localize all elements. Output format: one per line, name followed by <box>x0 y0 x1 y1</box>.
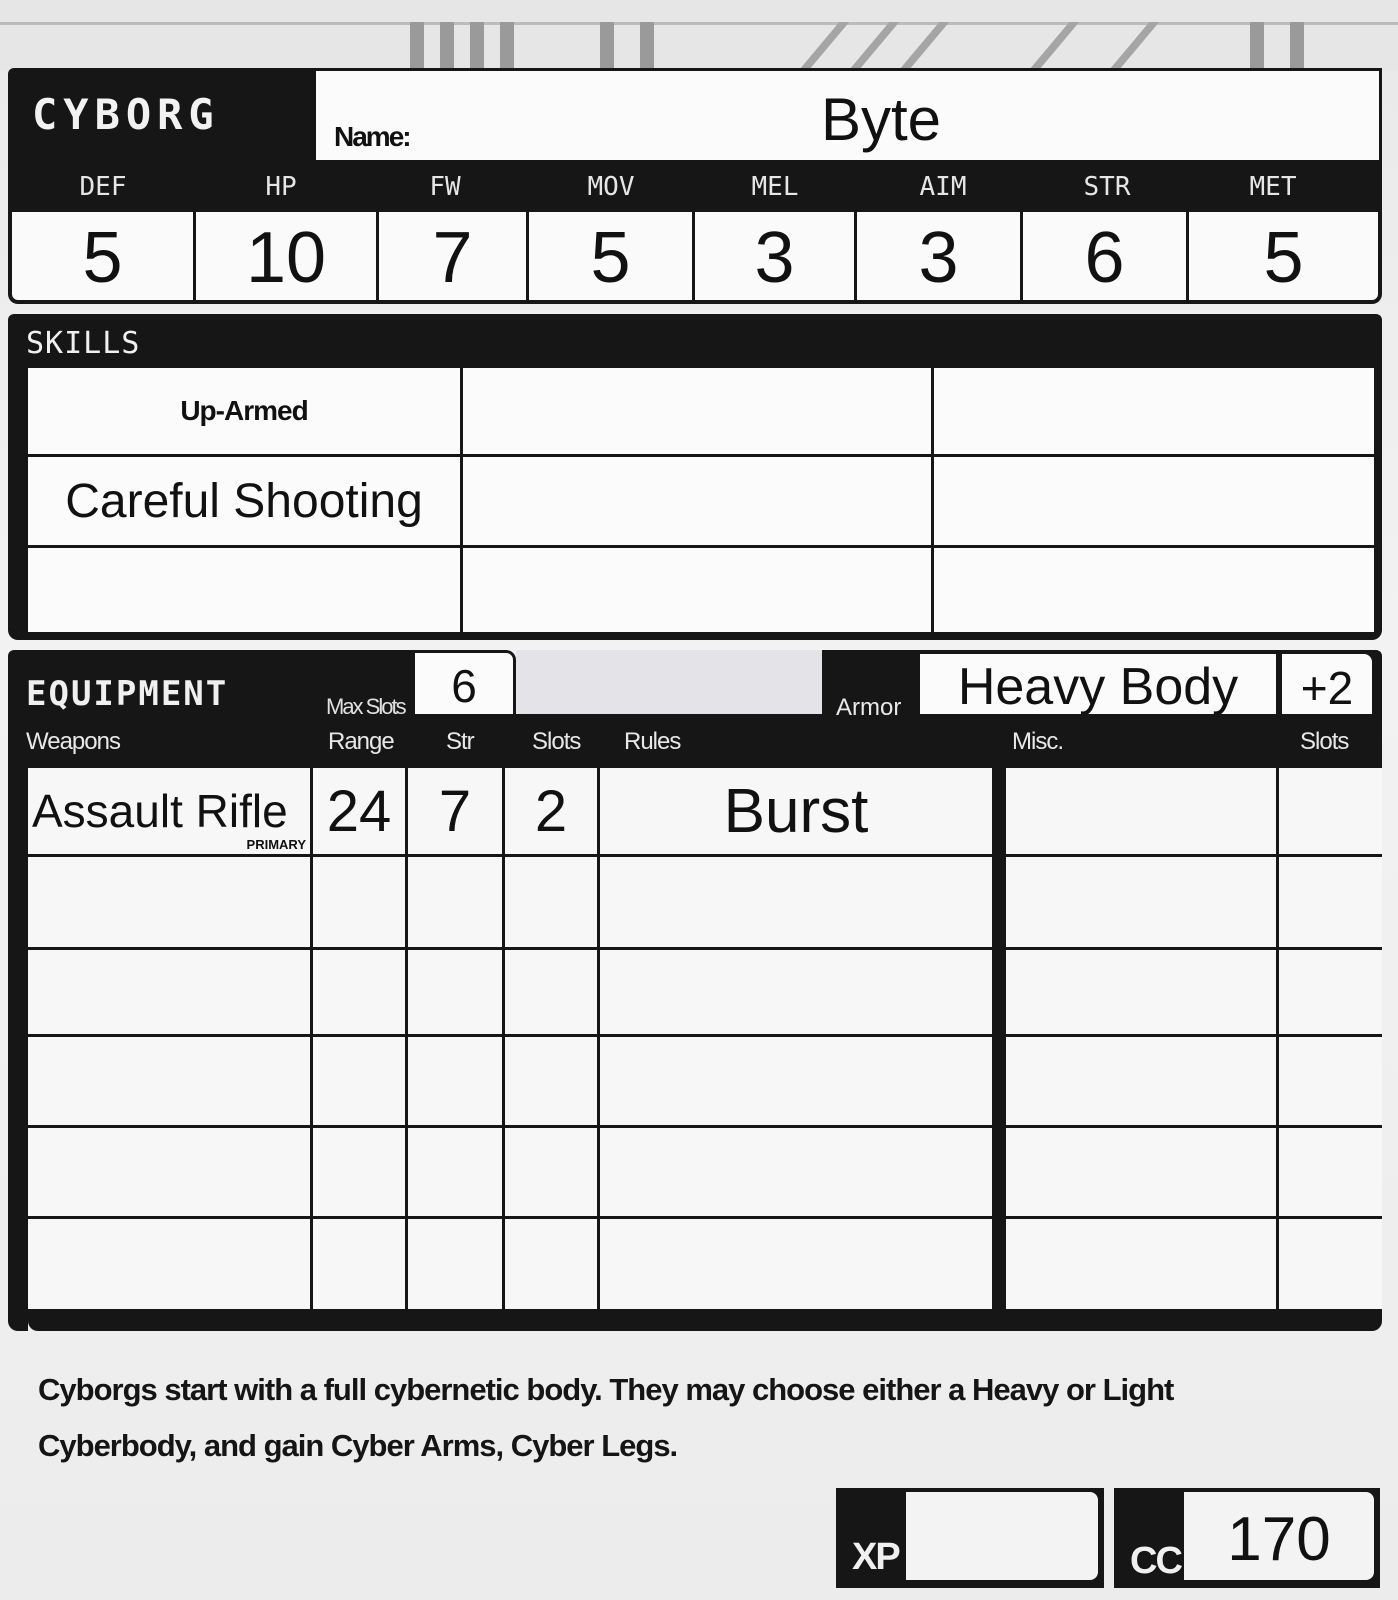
skill-slot[interactable]: Careful Shooting <box>28 457 460 545</box>
stat-label-aim: AIM <box>919 172 967 202</box>
misc-item[interactable] <box>1006 768 1276 854</box>
decorative-stripe <box>470 22 484 68</box>
weapon-name[interactable] <box>28 1128 310 1216</box>
armor-value[interactable]: Heavy Body <box>920 654 1276 714</box>
weapon-range[interactable] <box>313 857 405 947</box>
weapons-table <box>28 768 992 1331</box>
decorative-slash <box>801 22 850 68</box>
col-label-str: Str <box>446 728 474 755</box>
skill-slot[interactable] <box>463 548 931 632</box>
stat-value-mel[interactable]: 3 <box>695 212 857 300</box>
skills-grid <box>28 368 1376 632</box>
weapon-range[interactable] <box>313 1037 405 1125</box>
armor-bonus[interactable]: +2 <box>1282 654 1372 714</box>
weapon-name-text: Assault Rifle <box>32 785 288 837</box>
class-description: Cyborgs start with a full cybernetic body. They may choose either a Heavy or Light Cyberbody, and gain Cyber Arms, Cyber Legs. <box>38 1372 1174 1463</box>
stat-value-mov[interactable]: 5 <box>529 212 695 300</box>
equipment-divider <box>992 768 1006 1331</box>
misc-table <box>1006 768 1382 1331</box>
misc-item[interactable] <box>1006 1128 1276 1216</box>
stat-label-fw: FW <box>429 172 461 202</box>
stat-label-mov: MOV <box>587 172 635 202</box>
weapon-range[interactable] <box>313 1128 405 1216</box>
equipment-frame <box>8 768 28 1331</box>
misc-item[interactable] <box>1006 1219 1276 1309</box>
equipment-section <box>8 650 1382 1328</box>
col-label-misc-slots: Slots <box>1300 728 1349 755</box>
name-field[interactable] <box>316 68 1382 160</box>
weapon-slots[interactable] <box>505 1128 597 1216</box>
weapon-name[interactable] <box>28 857 310 947</box>
col-label-misc: Misc. <box>1012 728 1063 755</box>
decorative-top-band <box>0 0 1398 70</box>
stat-value-aim[interactable]: 3 <box>857 212 1023 300</box>
skill-slot[interactable] <box>934 457 1374 545</box>
stat-label-str: STR <box>1083 172 1131 202</box>
stat-value-hp[interactable]: 10 <box>196 212 379 300</box>
decorative-stripe <box>440 22 454 68</box>
equipment-title: EQUIPMENT <box>26 674 229 714</box>
skill-slot[interactable] <box>463 368 931 454</box>
stat-value-met[interactable]: 5 <box>1263 218 1304 298</box>
weapon-rules[interactable] <box>600 857 992 947</box>
cc-value[interactable]: 170 <box>1184 1492 1374 1580</box>
decorative-stripe <box>640 22 654 68</box>
sheet-header <box>8 68 1382 160</box>
decorative-stripe <box>1250 22 1264 68</box>
decorative-stripe <box>500 22 514 68</box>
stat-label-met: MET <box>1249 172 1297 202</box>
weapon-str[interactable] <box>408 857 502 947</box>
header-gap <box>516 650 822 714</box>
max-slots-label: Max Slots <box>326 694 405 719</box>
misc-slots[interactable] <box>1279 1128 1382 1216</box>
stat-value-def[interactable]: 5 <box>12 212 196 300</box>
skill-slot[interactable] <box>934 368 1374 454</box>
stats-values <box>8 212 1382 304</box>
misc-slots[interactable] <box>1279 950 1382 1034</box>
weapon-rules[interactable] <box>600 1037 992 1125</box>
cc-block <box>1114 1488 1380 1588</box>
decorative-slash <box>901 22 950 68</box>
misc-item[interactable] <box>1006 857 1276 947</box>
weapon-slots[interactable] <box>505 1037 597 1125</box>
skills-section <box>8 314 1382 640</box>
weapon-str[interactable] <box>408 950 502 1034</box>
col-label-weapons: Weapons <box>26 728 120 755</box>
skill-slot[interactable] <box>934 548 1374 632</box>
misc-slots[interactable] <box>1279 768 1382 854</box>
max-slots-value[interactable]: 6 <box>412 650 516 714</box>
weapon-str[interactable] <box>408 1219 502 1309</box>
xp-value[interactable] <box>906 1492 1098 1580</box>
weapon-slots[interactable] <box>505 1219 597 1309</box>
weapon-range[interactable] <box>313 950 405 1034</box>
decorative-stripe <box>1290 22 1304 68</box>
skill-slot[interactable] <box>28 548 460 632</box>
stat-label-hp: HP <box>265 172 297 202</box>
misc-slots[interactable] <box>1279 1037 1382 1125</box>
armor-label: Armor <box>836 694 902 721</box>
weapon-str[interactable] <box>408 1128 502 1216</box>
skill-slot[interactable]: Up-Armed <box>28 368 460 454</box>
stat-label-def: DEF <box>79 172 127 202</box>
col-label-range: Range <box>328 728 394 755</box>
name-value[interactable]: Byte <box>820 86 942 153</box>
cc-label: CC <box>1130 1540 1181 1582</box>
skills-title: SKILLS <box>26 326 141 361</box>
weapon-rules[interactable]: Burst <box>600 768 992 854</box>
misc-slots[interactable] <box>1279 857 1382 947</box>
weapon-rules[interactable] <box>600 1219 992 1309</box>
weapon-name[interactable] <box>28 950 310 1034</box>
class-title: CYBORG <box>32 90 220 139</box>
decorative-slash <box>1031 22 1080 68</box>
weapon-str[interactable] <box>408 1037 502 1125</box>
weapon-range[interactable]: 24 <box>313 768 405 854</box>
stats-header <box>8 160 1382 212</box>
weapon-name[interactable] <box>28 1219 310 1309</box>
decorative-slash <box>851 22 900 68</box>
col-label-rules: Rules <box>624 728 681 755</box>
stats-block <box>8 160 1382 304</box>
misc-item[interactable] <box>1006 1037 1276 1125</box>
weapon-rules[interactable] <box>600 950 992 1034</box>
class-title-bar <box>8 68 316 160</box>
decorative-stripe <box>410 22 424 68</box>
weapon-range[interactable] <box>313 1219 405 1309</box>
misc-item[interactable] <box>1006 950 1276 1034</box>
armor-bar <box>822 650 1382 768</box>
weapon-slots[interactable] <box>505 950 597 1034</box>
xp-block <box>836 1488 1104 1588</box>
weapon-rules[interactable] <box>600 1128 992 1216</box>
weapon-slots[interactable]: 2 <box>505 768 597 854</box>
stat-label-mel: MEL <box>751 172 799 202</box>
decorative-stripe <box>600 22 614 68</box>
weapon-name[interactable] <box>28 768 310 854</box>
decorative-slash <box>1111 22 1160 68</box>
weapon-slots[interactable] <box>505 857 597 947</box>
stat-value-fw[interactable]: 7 <box>379 212 529 300</box>
name-label: Name: <box>334 121 410 152</box>
decorative-rail <box>0 22 1398 25</box>
stat-value-str[interactable]: 6 <box>1023 212 1189 300</box>
skill-slot[interactable] <box>463 457 931 545</box>
col-label-slots: Slots <box>532 728 581 755</box>
weapon-tag: PRIMARY <box>246 837 306 852</box>
misc-slots[interactable] <box>1279 1219 1382 1309</box>
xp-label: XP <box>852 1536 899 1578</box>
weapon-str[interactable]: 7 <box>408 768 502 854</box>
weapon-name[interactable] <box>28 1037 310 1125</box>
